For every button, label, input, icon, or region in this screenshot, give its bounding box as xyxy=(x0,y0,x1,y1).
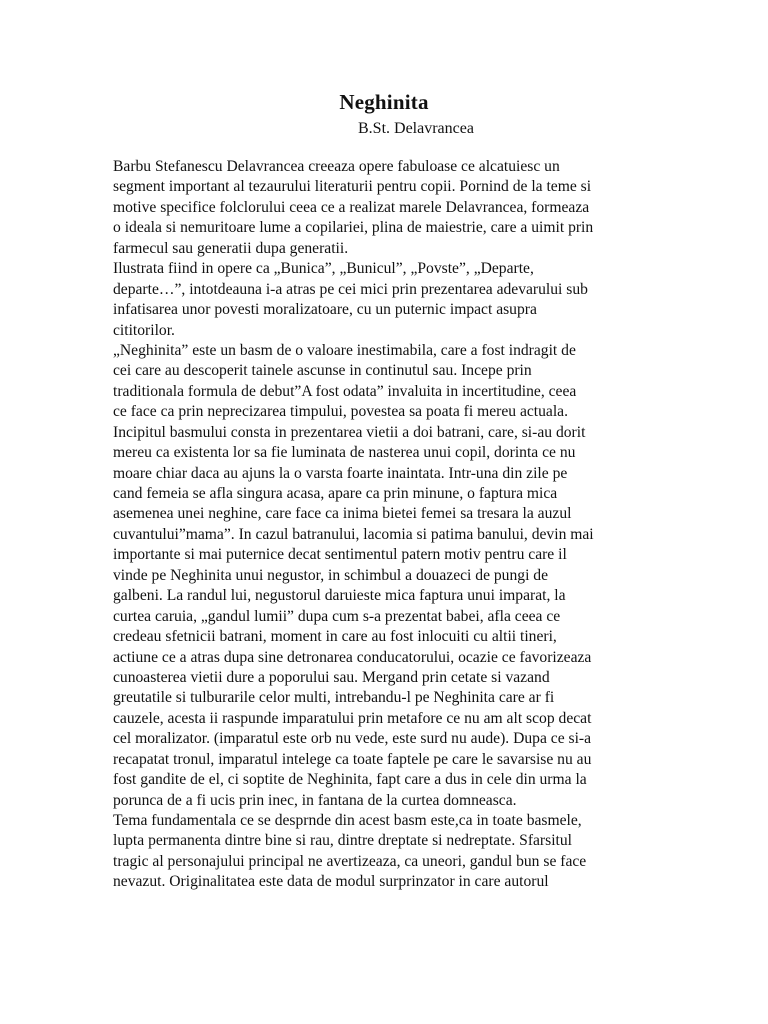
body-text-line: cei care au descoperit tainele ascunse in continutul sau. Incepe prin xyxy=(113,362,532,380)
body-text-line: credeau sfetnicii batrani, moment in care au fost inlocuiti cu altii tineri, xyxy=(113,628,557,646)
body-text-line: segment important al tezaurului literaturii pentru copii. Pornind de la teme si xyxy=(113,178,592,196)
body-text-line: cauzele, acesta ii raspunde imparatului prin metafore ce nu am alt scop decat xyxy=(113,709,592,727)
body-text-line: o ideala si nemuritoare lume a copilariei, plina de maiestrie, care a uimit prin xyxy=(113,219,594,237)
body-text-line: curtea caruia, „gandul lumii” dupa cum s-a prezentat babei, afla ceea ce xyxy=(113,607,561,625)
body-text-line: Ilustrata fiind in opere ca „Bunica”, „Bunicul”, „Povste”, „Departe, xyxy=(113,260,534,278)
body-text-line: nevazut. Originalitatea este data de modul surprinzator in care autorul xyxy=(113,873,549,891)
body-text-line: Barbu Stefanescu Delavrancea creeaza opere fabuloase ce alcatuiesc un xyxy=(113,158,560,175)
body-text-line: cititorilor. xyxy=(113,321,175,339)
body-text-line: tragic al personajului principal ne avertizeaza, ca uneori, gandul bun se face xyxy=(113,852,587,870)
body-text-line: lupta permanenta dintre bine si rau, dintre dreptate si nedreptate. Sfarsitul xyxy=(113,832,572,850)
body-text-line: Tema fundamentala ce se desprnde din acest basm este,ca in toate basmele, xyxy=(113,812,582,829)
body-text-line: departe…”, intotdeauna i-a atras pe cei mici prin prezentarea adevarului sub xyxy=(113,280,588,298)
body-text-line: motive specifice folclorului ceea ce a realizat marele Delavrancea, formeaza xyxy=(113,198,590,216)
body-text-line: infatisarea unor povesti moralizatoare, cu un puternic impact asupra xyxy=(113,301,537,319)
body-text-line: Incipitul basmului consta in prezentarea vietii a doi batrani, care, si-au dorit xyxy=(113,423,586,441)
body-text-line: cand femeia se afla singura acasa, apare ca prin minune, o faptura mica xyxy=(113,485,558,502)
document-author: B.St. Delavrancea xyxy=(358,120,474,137)
body-text-line: „Neghinita” este un basm de o valoare inestimabila, care a fost indragit de xyxy=(113,341,576,359)
body-text-line: cunoasterea vietii dure a poporului sau. Mergand prin cetate si vazand xyxy=(113,668,550,686)
body-text-line: importante si mai puternice decat sentimentul patern motiv pentru care il xyxy=(113,546,567,564)
body-text-line: greutatile si tulburarile celor multi, intrebandu-l pe Neghinita care ar fi xyxy=(113,689,555,707)
document-title: Neghinita xyxy=(339,90,429,114)
body-text-line: traditionala formula de debut”A fost odata” invaluita in incertitudine, ceea xyxy=(113,382,577,400)
body-text-line: actiune ce a atras dupa sine detronarea conducatorului, ocazie ce favorizeaza xyxy=(113,648,592,666)
body-text-line: mereu ca existenta lor sa fie luminata de nasterea unui copil, dorinta ce nu xyxy=(113,444,576,462)
body-text-line: moare chiar daca au ajuns la o varsta foarte inaintata. Intr-una din zile pe xyxy=(113,464,568,482)
body-text-line: galbeni. La randul lui, negustorul daruieste mica faptura unui imparat, la xyxy=(113,587,566,605)
body-text-line: porunca de a fi ucis prin inec, in fantana de la curtea domneasca. xyxy=(113,791,517,809)
body-text-line: ce face ca prin neprecizarea timpului, povestea sa poata fi mereu actuala. xyxy=(113,403,568,421)
body-text-line: cuvantului”mama”. In cazul batranului, lacomia si patima banului, devin mai xyxy=(113,525,594,543)
body-text-line: recapatat tronul, imparatul intelege ca toate faptele pe care le savarsise nu au xyxy=(113,750,592,768)
body-text-line: vinde pe Neghinita unui negustor, in schimbul a douazeci de pungi de xyxy=(113,566,549,584)
body-text-line: farmecul sau generatii dupa generatii. xyxy=(113,239,349,257)
body-text-line: cel moralizator. (imparatul este orb nu vede, este surd nu aude). Dupa ce si-a xyxy=(113,730,592,748)
body-text-line: asemenea unei neghine, care face ca inima bietei femei sa tresara la auzul xyxy=(113,505,572,523)
document-body xyxy=(113,157,673,893)
body-text-line: fost gandite de el, ci soptite de Neghinita, fapt care a dus in cele din urma la xyxy=(113,771,587,789)
